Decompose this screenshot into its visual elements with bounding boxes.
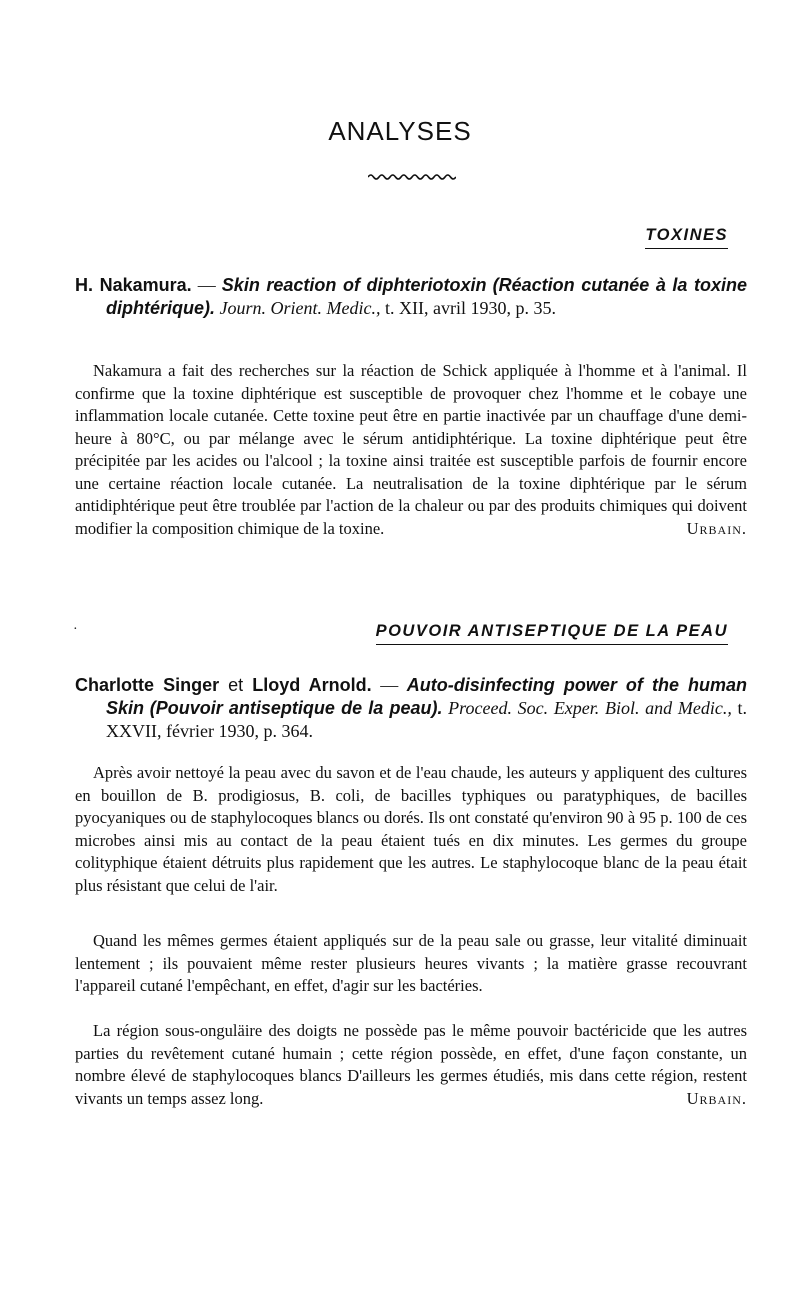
reference-entry [75,274,747,320]
entry-journal: Proceed. Soc. Exper. Biol. and Medic., [442,698,732,718]
signature: Urbain. [686,518,747,538]
paragraph-text: Nakamura a fait des recherches sur la réaction de Schick appliquée à l'homme et à l'animal. Il confirme que la toxine diphtérique est susceptible de provoquer chez l'homme et le cobaye une inflammation locale cutanée. Cette toxine peut être en partie inactivée par un chauffage d'une demi-heure à 80°C, ou par mélange avec le sérum antidiphtérique. La toxine diphtérique peut être précipitée par les acides ou l'alcool ; la toxine ainsi traitée est susceptible parfois de fournir encore une certaine réaction locale cutanée. La neutralisation de la toxine diphtérique par le sérum antidiphtérique peut être troublée par l'action de la chaleur ou par des produits chimiques qui doivent modifier la composition chimique de la toxine. [75,361,747,538]
entry-title-french: (Réaction cutanée à la toxine diphtérique). [106,275,748,318]
entry-conjunction: et [219,675,253,695]
entry-citation: t. XXVII, février 1930, p. 364. [106,698,748,741]
signature: Urbain. [686,1088,747,1108]
section-heading-toxines: TOXINES [645,226,728,249]
reference-entry [75,674,747,743]
entry-author-b: Lloyd Arnold. [252,675,372,695]
stray-mark: · [73,622,78,637]
page-title: ANALYSES [328,116,472,146]
abstract-paragraph: Quand les mêmes germes étaient appliqués sur de la peau sale ou grasse, leur vitalité diminuait lentement ; ils pouvaient même rester plusieurs heures vivants ; la matière grasse recouvrant l'appareil cutané l'empêchant, en effet, d'agir sur les bactéries. [75,931,747,995]
abstract-paragraph [75,360,747,540]
abstract-paragraph [75,1020,747,1110]
paragraph-text: La région sous-onguläire des doigts ne possède pas le même pouvoir bactéricide que les autres parties du revêtement cutané humain ; cette région possède, en effet, d'une façon constante, un nombre élevé de staphylocoques blancs D'ailleurs les germes étudiés, mis dans cette région, restent vivants un temps assez long. [75,1021,747,1108]
section-heading-pouvoir-antiseptique: POUVOIR ANTISEPTIQUE DE LA PEAU [376,622,728,645]
entry-dash: — [191,275,222,295]
entry-journal: Journ. Orient. Medic., [215,298,381,318]
entry-dash: — [371,675,407,695]
entry-authors: H. Nakamura. [75,275,192,295]
entry-title-english: Auto-disinfecting power of the human Skin [106,675,748,718]
decorative-squiggle [368,172,456,182]
entry-title-french: (Pouvoir antiseptique de la peau). [149,698,443,718]
entry-citation: t. XII, avril 1930, p. 35. [380,298,556,318]
abstract-paragraph: Après avoir nettoyé la peau avec du savon et de l'eau chaude, les auteurs y appliquent des cultures en bouillon de B. prodigiosus, B. coli, de bacilles typhiques ou paratyphiques, de bacilles pyocyaniques ou de staphylocoques blancs ou dorés. Ils ont constaté qu'environ 90 à 95 p. 100 de ces microbes ainsi mis au contact de la peau étaient tués en dix minutes. Les germes du groupe colityphique étaient détruits plus rapidement que les autres. Le staphylocoque blanc de la peau était plus résistant que celui de l'air. [75,763,747,895]
entry-author-a: Charlotte Singer [75,675,220,695]
entry-title-english: Skin reaction of diphteriotoxin [221,275,487,295]
